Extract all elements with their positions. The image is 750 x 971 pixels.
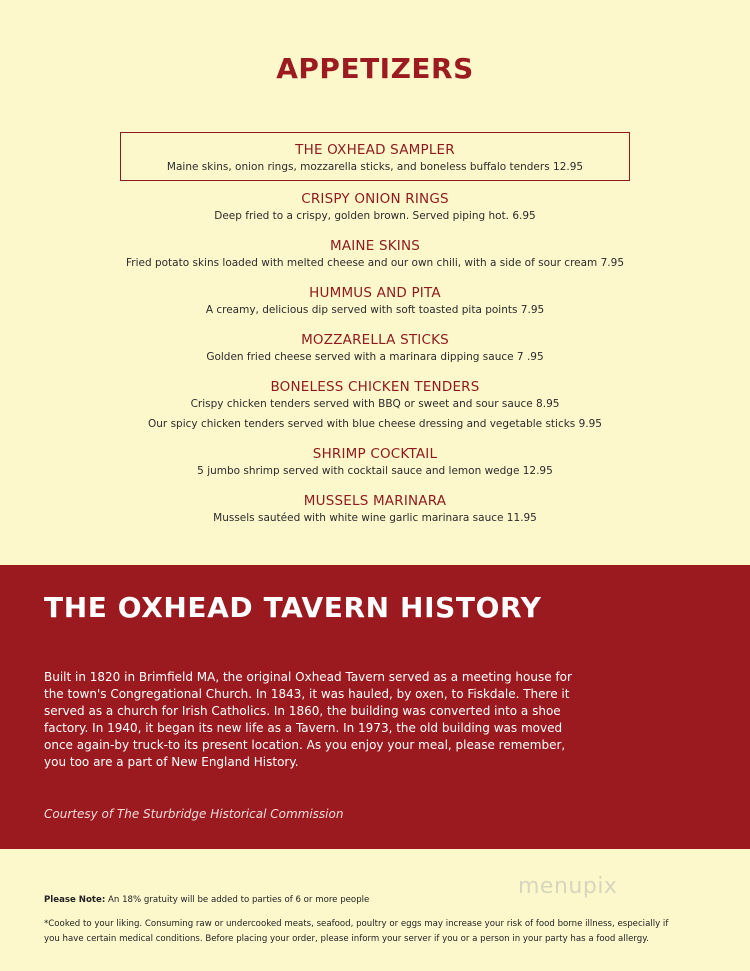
item-description: A creamy, delicious dip served with soft toasted pita points 7.95	[205, 304, 545, 316]
menu-item-mussels-marinara	[0, 492, 750, 526]
item-description: 5 jumbo shrimp served with cocktail sauce and lemon wedge 12.95	[197, 465, 553, 477]
food-safety-disclaimer: *Cooked to your liking. Consuming raw or undercooked meats, seafood, poultry or eggs may increase your risk of food borne illness, especially if you have certain medical conditions. Before placing your order, please inform your server if you or a person in your party has a food allergy.	[44, 919, 669, 944]
item-name: BONELESS CHICKEN TENDERS	[270, 379, 480, 395]
item-description-alt: Our spicy chicken tenders served with blue cheese dressing and vegetable sticks 9.95	[148, 418, 602, 430]
note-label: Please Note:	[44, 895, 106, 905]
item-name: MUSSELS MARINARA	[303, 493, 447, 509]
gratuity-note	[44, 894, 684, 907]
menu-item-mozzarella-sticks	[0, 331, 750, 365]
item-description: Deep fried to a crispy, golden brown. Served piping hot. 6.95	[214, 210, 536, 222]
history-body: Built in 1820 in Brimfield MA, the original Oxhead Tavern served as a meeting house for the town's Congregational Church. In 1843, it was hauled, by oxen, to Fiskdale. There it served as a church for Irish Catholics. In 1860, the building was converted into a shoe factory. In 1940, it began its new life as a Tavern. In 1973, the old building was moved once again-by truck-to its present location. As you enjoy your meal, please remember, you too are a part of New England History.	[44, 670, 572, 769]
item-description: Maine skins, onion rings, mozzarella sticks, and boneless buffalo tenders 12.95	[166, 161, 584, 173]
item-name: MAINE SKINS	[329, 238, 421, 254]
item-name: HUMMUS AND PITA	[309, 285, 441, 301]
note-text: An 18% gratuity will be added to parties of 6 or more people	[108, 895, 370, 905]
menu-item-shrimp-cocktail	[0, 445, 750, 479]
history-credit: Courtesy of The Sturbridge Historical Commission	[44, 807, 344, 821]
appetizers-list	[0, 132, 750, 526]
item-description: Mussels sautéed with white wine garlic marinara sauce 11.95	[213, 512, 537, 524]
item-description: Fried potato skins loaded with melted cheese and our own chili, with a side of sour cream 7.95	[125, 257, 625, 269]
item-description: Crispy chicken tenders served with BBQ or sweet and sour sauce 8.95	[190, 398, 560, 410]
item-name: THE OXHEAD SAMPLER	[295, 142, 455, 158]
item-name: MOZZARELLA STICKS	[301, 332, 449, 348]
appetizers-title: APPETIZERS	[276, 52, 474, 85]
menu-item-hummus-pita	[0, 284, 750, 318]
item-name: SHRIMP COCKTAIL	[312, 446, 438, 462]
menu-item-oxhead-sampler	[120, 132, 630, 181]
watermark-logo: menupix	[518, 874, 618, 899]
item-description: Golden fried cheese served with a marinara dipping sauce 7 .95	[206, 351, 544, 363]
menu-item-maine-skins	[0, 237, 750, 271]
menu-item-chicken-tenders	[0, 378, 750, 432]
item-name: CRISPY ONION RINGS	[301, 191, 449, 207]
menu-item-onion-rings	[0, 190, 750, 224]
history-title: THE OXHEAD TAVERN HISTORY	[44, 591, 542, 624]
history-section	[0, 565, 750, 849]
